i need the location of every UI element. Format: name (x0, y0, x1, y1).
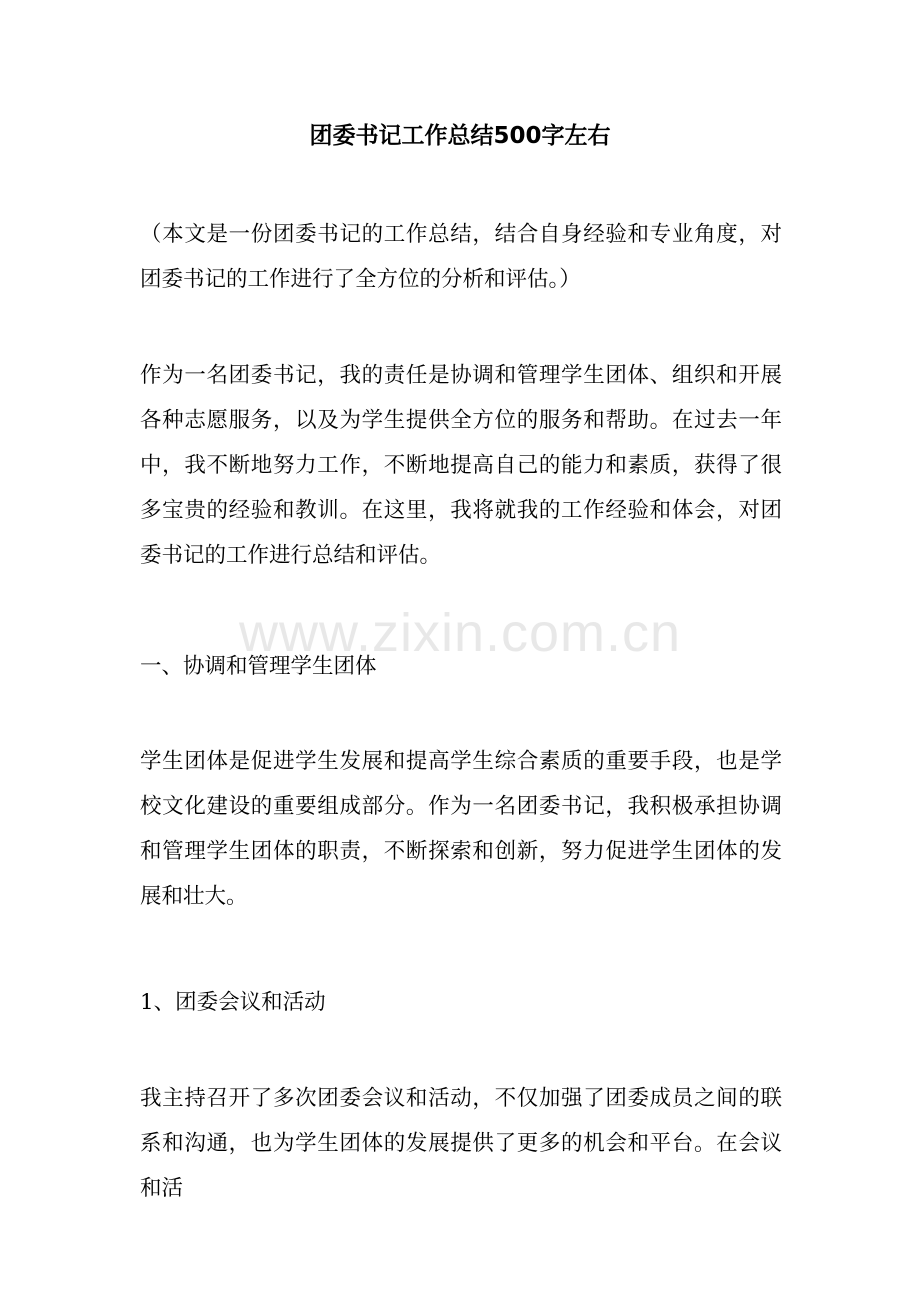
watermark: www.zixin.com.cn (238, 603, 682, 663)
body-paragraph-2: 学生团体是促进学生发展和提高学生综合素质的重要手段，也是学校文化建设的重要组成部分。作为一名团委书记，我积极承担协调和管理学生团体的职责，不断探索和创新，努力促进学生团体的发展和壮大。 (140, 749, 782, 909)
intro-paragraph: （本文是一份团委书记的工作总结，结合自身经验和专业角度，对团委书记的工作进行了全方位的分析和评估。） (140, 222, 782, 292)
body-paragraph-1: 作为一名团委书记，我的责任是协调和管理学生团体、组织和开展各种志愿服务，以及为学生提供全方位的服务和帮助。在过去一年中，我不断地努力工作，不断地提高自己的能力和素质，获得了很多宝贵的经验和教训。在这里，我将就我的工作经验和体会，对团委书记的工作进行总结和评估。 (140, 363, 782, 568)
document-title: 团委书记工作总结500字左右 (309, 123, 611, 149)
body-paragraph-3: 我主持召开了多次团委会议和活动，不仅加强了团委成员之间的联系和沟通，也为学生团体的发展提供了更多的机会和平台。在会议和活 (140, 1086, 782, 1201)
section-heading-1: 一、协调和管理学生团体 (140, 654, 377, 679)
subsection-heading-1: 1、团委会议和活动 (140, 990, 326, 1015)
